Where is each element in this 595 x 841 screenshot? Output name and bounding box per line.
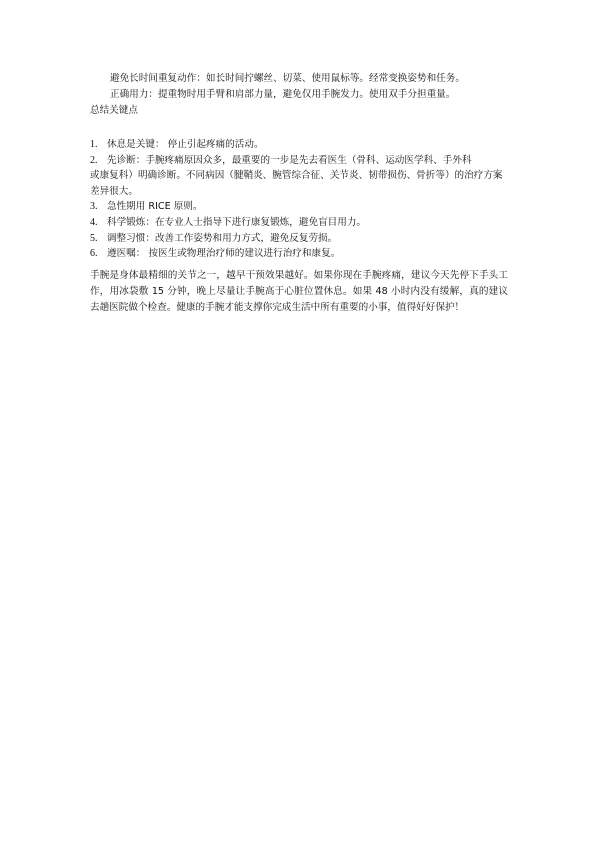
section-heading: 总结关键点 (90, 105, 138, 116)
list-text: 科学锻炼：在专业人士指导下进行康复锻炼，避免盲目用力。 (107, 216, 367, 228)
list-item (90, 215, 510, 231)
list-number: 5. (90, 232, 98, 244)
tip-correct-force: 正确用力：提重物时用手臂和肩部力量，避免仅用手腕发力。使用双手分担重量。 (110, 89, 456, 100)
list-item (90, 231, 510, 247)
summary-paragraph: 手腕是身体最精细的关节之一，越早干预效果越好。如果你现在手腕疼痛，建议今天先停下手头工作，用冰袋敷 15 分钟，晚上尽量让手腕高于心脏位置休息。如果 48 小时内没有缓解，真的建议去趟医院做个检查。健康的手腕才能支撑你完成生活中所有重要的小事，值得好好保护！ (90, 270, 508, 313)
list-number: 3. (90, 201, 98, 213)
list-text: 调整习惯：改善工作姿势和用力方式，避免反复劳损。 (107, 232, 338, 244)
list-number: 1. (90, 139, 98, 150)
list-item (90, 137, 510, 153)
list-number: 4. (90, 216, 98, 228)
list-text: 急性期用 RICE 原则。 (107, 201, 203, 213)
list-text: 遵医嘱： 按医生或物理治疗师的建议进行治疗和康复。 (107, 248, 341, 260)
list-item (90, 153, 510, 200)
list-item (90, 199, 510, 215)
list-item (90, 246, 510, 262)
tip-repetitive-motion: 避免长时间重复动作：如长时间拧螺丝、切菜、使用鼠标等。经常变换姿势和任务。 (110, 73, 465, 84)
list-number: 6. (90, 248, 98, 260)
list-text: 先诊断：手腕疼痛原因众多，最重要的一步是先去看医生（骨科、运动医学科、手外科 (107, 154, 472, 166)
list-number: 2. (90, 154, 98, 166)
list-text: 休息是关键： 停止引起疼痛的活动。 (107, 139, 264, 150)
list-text-continuation: 或康复科）明确诊断。不同病因（腱鞘炎、腕管综合征、关节炎、韧带损伤、骨折等）的治疗方案差异很大。 (90, 170, 503, 197)
key-points-list (90, 137, 510, 262)
